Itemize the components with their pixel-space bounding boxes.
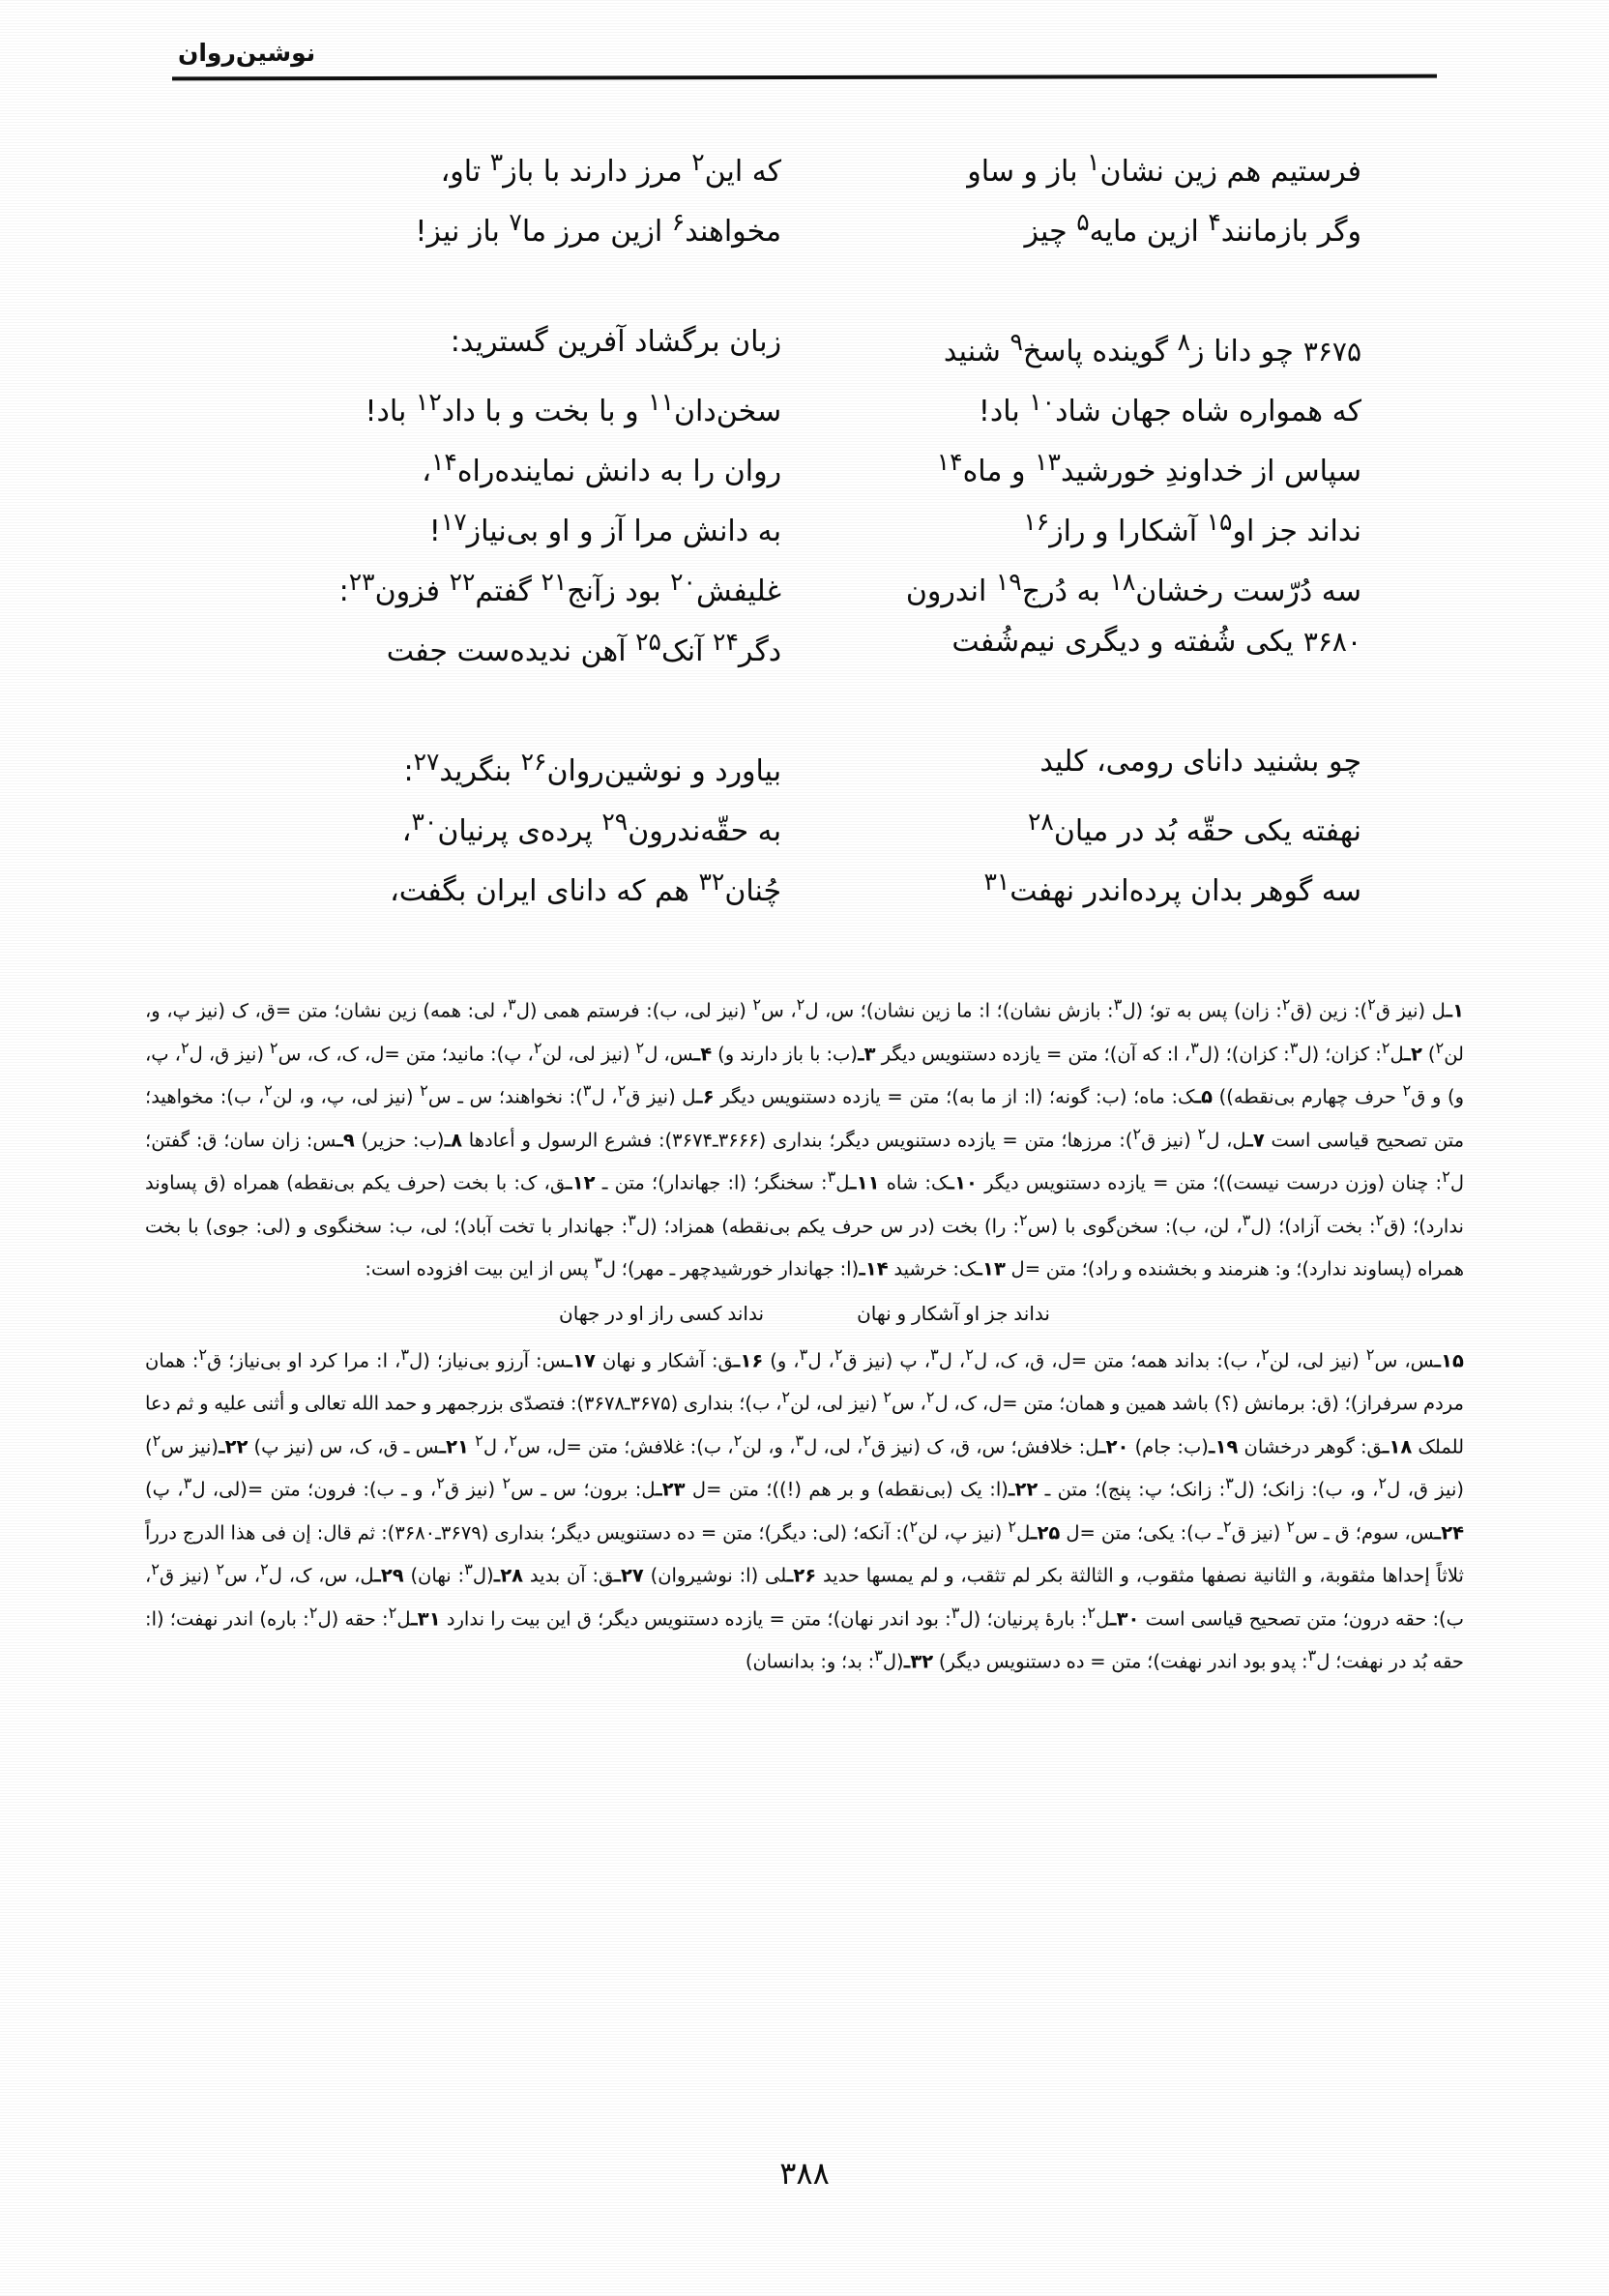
verse-stanza xyxy=(203,133,1408,253)
hemistich-right: سه گوهر بدان پرده‌اندر نهفت$^{۳۱}$ xyxy=(983,868,1361,908)
hemistich-left: سخن‌دان$^{۱۱}$ و با بخت و با داد$^{۱۲}$ باد! xyxy=(365,388,782,428)
verse-body xyxy=(203,133,1408,934)
hemistich-right: نداند جز او$^{۱۵}$ آشکارا و راز$^{۱۶}$ xyxy=(1023,508,1361,548)
folio-page-number: ۳۸۸ xyxy=(779,2155,830,2192)
verse-stanza xyxy=(203,733,1408,913)
hemistich-right: فرستیم هم زین نشان$^۱$ باز و ساو xyxy=(967,148,1361,189)
verse-stanza xyxy=(203,313,1408,673)
hemistich-right: ۳۶۸۰یکی شُفته و دیگری نیم‌شُفت xyxy=(951,625,1361,659)
hemistich-left: به حقّه‌ندرون$^{۲۹}$ پرده‌ی پرنیان$^{۳۰}$، xyxy=(401,808,782,848)
verse-line xyxy=(203,493,1408,553)
hemistich-left: که این$^۲$ مرز دارند با باز$^۳$ تاو، xyxy=(440,148,782,189)
hemistich-left: روان را به دانش نماینده‌راه$^{۱۴}$، xyxy=(422,448,782,488)
hemistich-right: ۳۶۷۵چو دانا ز$^۸$ گوینده پاسخ$^۹$ شنید xyxy=(943,328,1361,368)
verse-line xyxy=(203,793,1408,853)
verse-line xyxy=(203,853,1408,913)
hemistich-left: مخواهند$^۶$ ازین مرز ما$^۷$ باز نیز! xyxy=(415,208,782,249)
verse-line xyxy=(203,193,1408,253)
hemistich-right: چو بشنید دانای رومی، کلید xyxy=(1039,745,1361,779)
verse-line xyxy=(203,733,1408,793)
hemistich-left: چُنان$^{۳۲}$ هم که دانای ایران بگفت، xyxy=(390,868,782,908)
hemistich-right: نهفته یکی حقّه بُد در میان$^{۲۸}$ xyxy=(1028,808,1361,848)
hemistich-right: وگر بازمانند$^۴$ ازین مایه$^۵$ چیز xyxy=(1024,208,1361,249)
inserted-hemistich-left: نداند کسی راز او در جهان xyxy=(559,1301,765,1325)
hemistich-left: بیاورد و نوشین‌روان$^{۲۶}$ بنگرید$^{۲۷}$: xyxy=(403,748,782,788)
apparatus-inserted-bayt xyxy=(145,1292,1464,1335)
hemistich-left: به دانش مرا آز و او بی‌نیاز$^{۱۷}$! xyxy=(428,508,782,548)
running-head-rule xyxy=(172,74,1437,81)
running-head xyxy=(172,37,1437,89)
verse-line xyxy=(203,373,1408,433)
inserted-hemistich-right: نداند جز او آشکار و نهان xyxy=(857,1301,1050,1325)
apparatus-block-1: ۱ـل (نیز ق$^۲$): زین (ق$^۲$: زان) پس به تو؛ (ل$^۳$: بازش نشان)؛ ا: ما زین نشان)؛ س، ل$^۲$، س$^۲$ (نیز لی، ب): فرستم همی (ل$^۳$، لی: همه) زین نشان؛ متن =ق، ک (نیز پ، و، لن$^۲$) ۲ـل$^۲$: کزان؛ (ل$^۳$: کزان)؛ (ل$^۳$، ا: که آن)؛ متن = یازده دستنویس دیگر ۳ـ(ب: با باز دارند و) ۴ـس، ل$^۲$ (نیز لی، لن$^۲$، پ): مانید؛ متن =ل، ک، ک، س$^۲$ (نیز ق، ل$^۲$، پ، و) و ق$^۲$ حرف چهارم بی‌نقطه)) ۵ـک: ماه؛ (ب: گونه؛ (ا: از ما به)؛ متن = یازده دستنویس دیگر ۶ـل (نیز ق$^۲$، ل$^۳$): نخواهند؛ س ـ س$^۲$ (نیز لی، پ، و، لن$^۲$، ب): مخواهید؛ متن تصحیح قیاسی است ۷ـل، ل$^۲$ (نیز ق$^۲$): مرزها؛ متن = یازده دستنویس دیگر؛ بنداری (۳۶۶۶ـ۳۶۷۴): فشرع الرسول و أعادها ۸ـ(ب: حزیر) ۹ـس: زان سان؛ ق: گفتن؛ ل$^۲$: چنان (وزن درست نیست))؛ متن = یازده دستنویس دیگر ۱۰ـک: شاه ۱۱ـل$^۳$: سخنگر؛ (ا: جهاندار)؛ متن ـ ۱۲ـق، ک: با بخت (حرف یکم بی‌نقطه) همراه (ق پساوند ندارد)؛ (ق$^۲$: بخت آزاد)؛ (ل$^۳$، لن، ب): سخن‌گوی با (س$^۲$: را) بخت (در س حرف یکم بی‌نقطه) همزاد؛ (ل$^۳$: جهاندار با تخت آباد)؛ لی، ب: سخنگوی و (لی: جوی) با بخت همراه (پساوند ندارد)؛ و: هنرمند و بخشنده و راد)؛ متن =ل ۱۳ـک: خرشید ۱۴ـ(ا: جهاندار خورشیدچهر ـ مهر)؛ ل$^۳$ پس از این بیت افزوده است: xyxy=(145,995,1465,1280)
verse-number: ۳۶۸۰ xyxy=(1302,626,1361,658)
verse-line xyxy=(203,553,1408,613)
apparatus-block-2: ۱۵ـس، س$^۲$ (نیز لی، لن$^۲$، ب): بداند همه؛ متن =ل، ق، ک، ل$^۲$، ل$^۳$، پ (نیز ق$^۲$، ل$^۳$، و) ۱۶ـق: آشکار و نهان ۱۷ـس: آرزو بی‌نیاز؛ (ل$^۳$، ا: مرا کرد او بی‌نیاز؛ ق$^۲$: همان مردم سرفراز)؛ (ق: برمانش (؟) باشد همین و همان؛ متن =ل، ک، ل$^۲$، س$^۲$ (نیز لی، لن$^۲$، ب)؛ بنداری (۳۶۷۵ـ۳۶۷۸): فتصدّی بزرجمهر و حمد الله تعالی و أثنی علیه و ثم دعا للملک ۱۸ـق: گوهر درخشان ۱۹ـ(ب: جام) ۲۰ـل: خلافش؛ س، ق، ک (نیز ق$^۲$، لی، ل$^۳$، و، لن$^۲$، ب): غلافش؛ متن =ل، س$^۲$، ل$^۲$ ۲۱ـس ـ ق، ک، س (نیز پ) ۲۲ـ(نیز س$^۲$) (نیز ق، ل$^۲$، و، ب): زانک؛ (ل$^۳$: زانک؛ پ: پنج)؛ متن ـ ۲۲ـ(ا: یک (بی‌نقطه) و بر هم (!))؛ متن =ل ۲۳ـل: برون؛ س ـ س$^۲$ (نیز ق$^۲$، و ـ ب): فرون؛ متن =(لی، ل$^۳$، پ) ۲۴ـس، سوم؛ ق ـ س$^۲$ (نیز ق$^۲$ـ ب): یکی؛ متن =ل ۲۵ـل$^۲$ (نیز پ، لن$^۲$): آنکه؛ (لی: دیگر)؛ متن = ده دستنویس دیگر؛ بنداری (۳۶۷۹ـ۳۶۸۰): ثم قال: إن فی هذا الدرج درراً ثلاثاً إحداها مثقوبة، و الثانیة نصفها مثقوب، و الثالثة بکر لم تثقب، و لم یمسها حدید ۲۶ـلی (ا: نوشیروان) ۲۷ـق: آن بدید ۲۸ـ(ل$^۳$: نهان) ۲۹ـل، س، ک، ل$^۲$، س$^۲$ (نیز ق$^۲$، ب): حقه درون؛ متن تصحیح قیاسی است ۳۰ـل$^۲$: بارهٔ پرنیان؛ (ل$^۳$: بود اندر نهان)؛ متن = یازده دستنویس دیگر؛ ق این بیت را ندارد ۳۱ـل$^۲$: حقه (ل$^۲$: باره) اندر نهفت؛ (ا: حقه بُد در نهفت؛ ل$^۳$: پدو بود اندر نهفت)؛ متن = ده دستنویس دیگر) ۳۲ـ(ل$^۳$: بد؛ و: بدانسان) xyxy=(145,1344,1465,1673)
verse-line xyxy=(203,133,1408,193)
verse-line xyxy=(203,313,1408,373)
hemistich-left: دگر$^{۲۴}$ آنک$^{۲۵}$ آهن ندیده‌ست جفت xyxy=(386,628,782,668)
hemistich-right: سپاس از خداوندِ خورشید$^{۱۳}$ و ماه$^{۱۴}$ xyxy=(936,448,1361,488)
verse-line xyxy=(203,613,1408,673)
critical-apparatus xyxy=(145,986,1464,1681)
verse-number: ۳۶۷۵ xyxy=(1302,336,1361,368)
hemistich-left: زبان برگشاد آفرین گسترید: xyxy=(450,325,782,359)
hemistich-right: که همواره شاه جهان شاد$^{۱۰}$ باد! xyxy=(978,388,1361,428)
verse-line xyxy=(203,433,1408,493)
running-head-title: نوشین‌روان xyxy=(178,39,316,67)
hemistich-right: سه دُرّست رخشان$^{۱۸}$ به دُرج$^{۱۹}$ اندرون xyxy=(905,568,1361,608)
hemistich-left: غلیفش$^{۲۰}$ بود زآنج$^{۲۱}$ گفتم$^{۲۲}$ فزون$^{۲۳}$: xyxy=(338,568,782,608)
